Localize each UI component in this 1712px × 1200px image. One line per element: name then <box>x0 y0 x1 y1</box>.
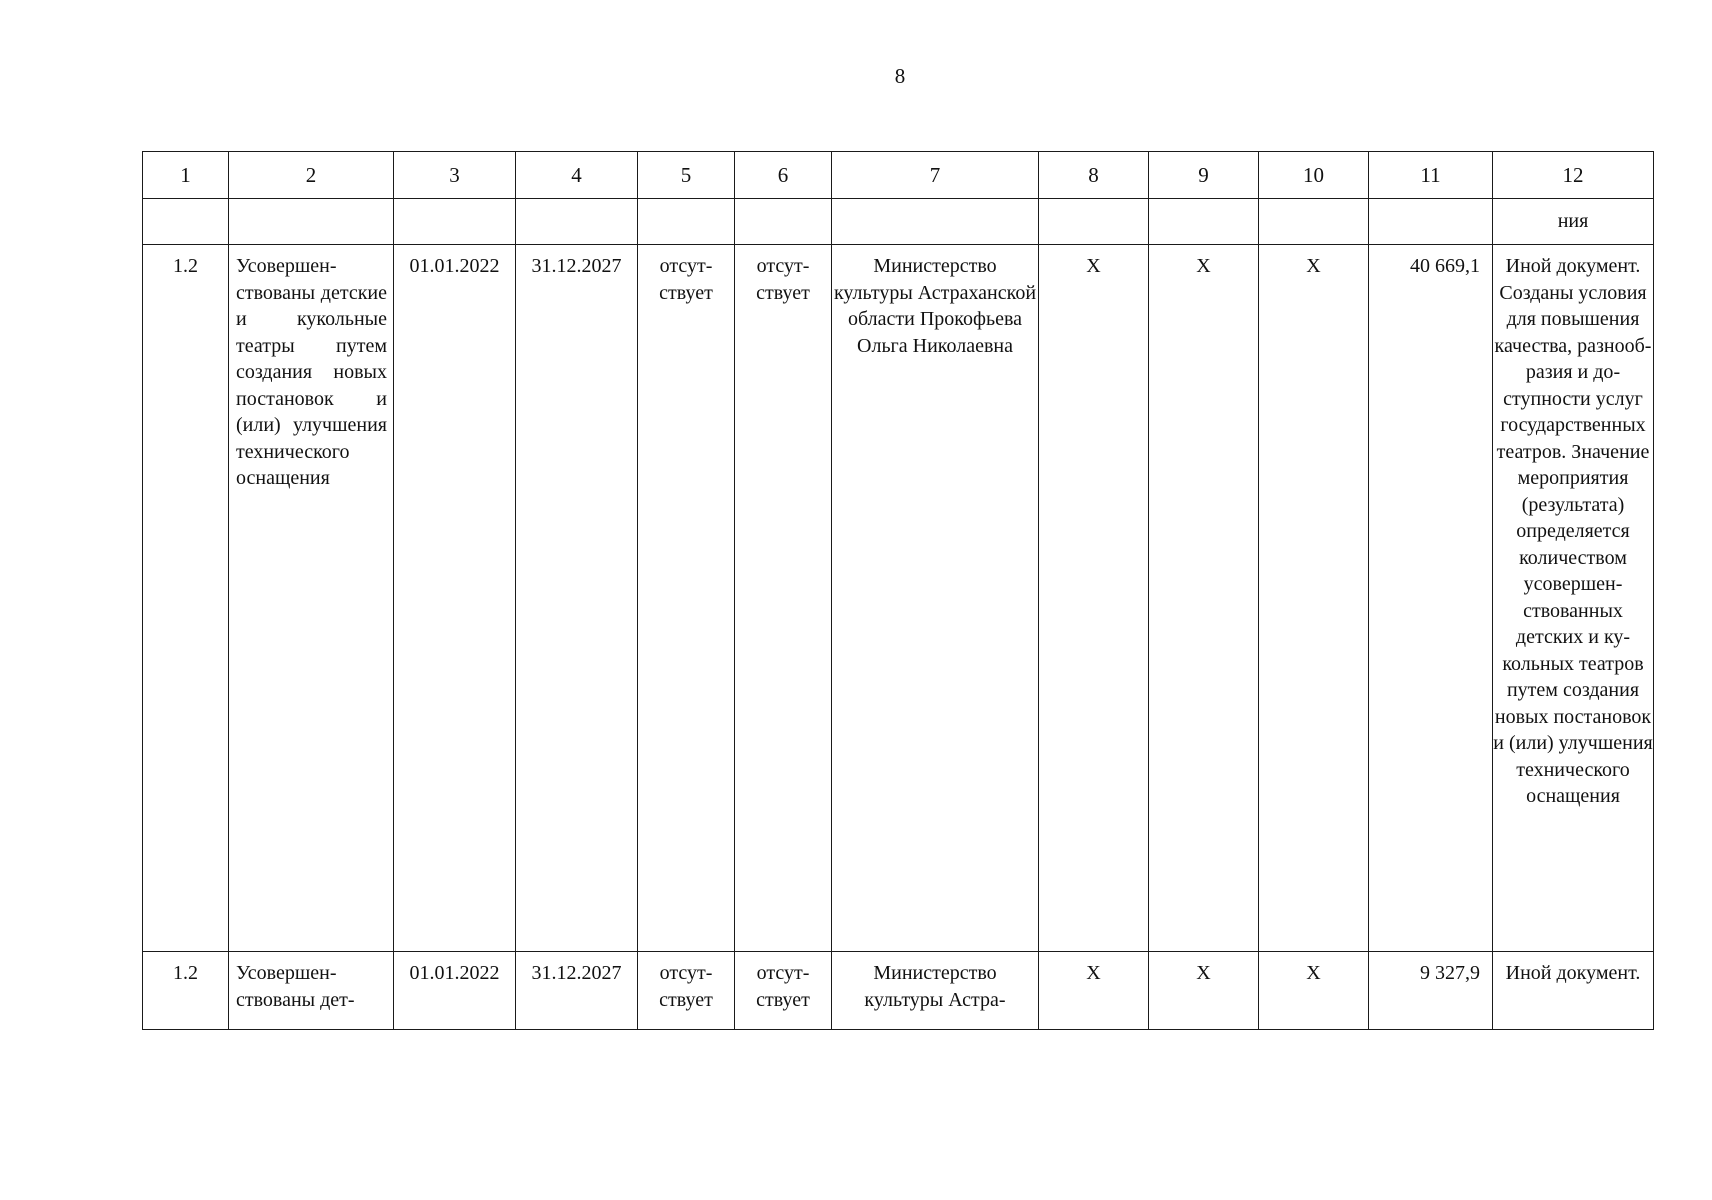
row-col6: отсутствует <box>735 952 832 1030</box>
row-description: Усовершенствованы дет- <box>229 952 394 1030</box>
empty-cell <box>1039 199 1149 245</box>
row-amount: 9 327,9 <box>1369 952 1493 1030</box>
page-number: 8 <box>894 64 906 88</box>
row-col9: Х <box>1149 245 1259 952</box>
row-col8: Х <box>1039 245 1149 952</box>
header-cell-7: 7 <box>832 152 1039 199</box>
row-col9: Х <box>1149 952 1259 1030</box>
data-table <box>142 151 1654 1030</box>
header-cell-1: 1 <box>143 152 229 199</box>
header-cell-6: 6 <box>735 152 832 199</box>
row-amount: 40 669,1 <box>1369 245 1493 952</box>
empty-cell <box>143 199 229 245</box>
empty-cell <box>1149 199 1259 245</box>
row-responsible: Министерство культуры Астра- <box>832 952 1039 1030</box>
row-col6: отсутствует <box>735 245 832 952</box>
row-end-date: 31.12.2027 <box>516 952 638 1030</box>
table-header-row <box>143 152 1654 199</box>
row-start-date: 01.01.2022 <box>394 245 516 952</box>
header-cell-11: 11 <box>1369 152 1493 199</box>
empty-cell <box>1369 199 1493 245</box>
row-number: 1.2 <box>143 952 229 1030</box>
row-result: Иной документ. Созданы условия для повышения качества, разнообразия и доступности услуг государственных театров. Значение мероприятия (результата) определяется количеством усовершенствованных детских и кукольных театров путем создания новых постановок и (или) улучшения технического оснащения <box>1493 245 1654 952</box>
empty-cell <box>638 199 735 245</box>
row-number: 1.2 <box>143 245 229 952</box>
header-cell-3: 3 <box>394 152 516 199</box>
empty-cell <box>229 199 394 245</box>
row-end-date: 31.12.2027 <box>516 245 638 952</box>
empty-cell <box>516 199 638 245</box>
row-col8: Х <box>1039 952 1149 1030</box>
row-col10: Х <box>1259 245 1369 952</box>
header-cell-12: 12 <box>1493 152 1654 199</box>
empty-cell <box>832 199 1039 245</box>
header-cell-4: 4 <box>516 152 638 199</box>
continuation-text: ния <box>1493 199 1654 245</box>
row-start-date: 01.01.2022 <box>394 952 516 1030</box>
continuation-row <box>143 199 1654 245</box>
header-cell-10: 10 <box>1259 152 1369 199</box>
row-result: Иной документ. <box>1493 952 1654 1030</box>
empty-cell <box>394 199 516 245</box>
table-row <box>143 245 1654 952</box>
row-responsible: Министерство культуры Астраханской области Прокофьева Ольга Николаевна <box>832 245 1039 952</box>
row-col10: Х <box>1259 952 1369 1030</box>
empty-cell <box>1259 199 1369 245</box>
header-cell-8: 8 <box>1039 152 1149 199</box>
header-cell-9: 9 <box>1149 152 1259 199</box>
header-cell-2: 2 <box>229 152 394 199</box>
empty-cell <box>735 199 832 245</box>
table-row <box>143 952 1654 1030</box>
row-col5: отсутствует <box>638 245 735 952</box>
row-description: Усовершенствованы детские и кукольные театры путем создания новых постановок и (или) улучшения технического оснащения <box>229 245 394 952</box>
row-col5: отсутствует <box>638 952 735 1030</box>
header-cell-5: 5 <box>638 152 735 199</box>
